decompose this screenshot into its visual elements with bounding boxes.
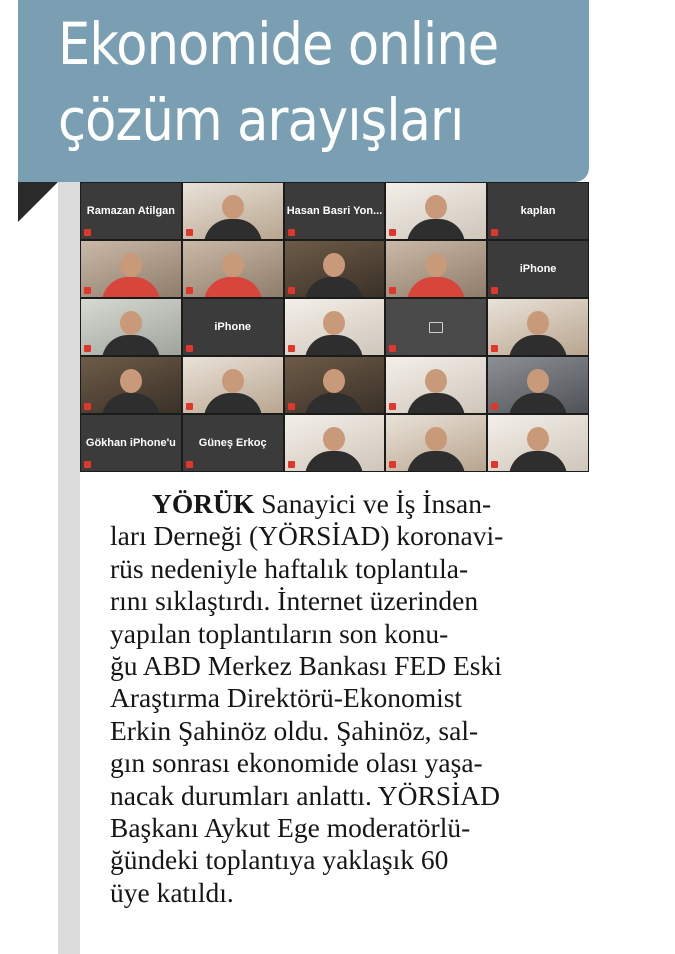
participant-name-tile — [81, 183, 181, 239]
headline-line-2: çözüm arayışları — [58, 86, 464, 154]
participant-head — [120, 253, 142, 277]
participant-head — [323, 253, 345, 277]
participant-head — [222, 253, 244, 277]
participant-head — [323, 311, 345, 335]
participant-video-tile — [386, 241, 486, 297]
article-line-11: Başkanı Aykut Ege moderatörlü- — [110, 812, 471, 844]
participant-video-tile — [285, 357, 385, 413]
muted-mic-icon — [186, 345, 193, 352]
muted-mic-icon — [491, 345, 498, 352]
participant-head — [425, 253, 447, 277]
participant-body — [305, 277, 363, 297]
muted-mic-icon — [186, 229, 193, 236]
muted-mic-icon — [491, 287, 498, 294]
participant-video-tile — [285, 299, 385, 355]
muted-mic-icon — [389, 403, 396, 410]
participant-name-tile — [285, 183, 385, 239]
article-lead-word: YÖRÜK — [152, 488, 255, 519]
article-body — [110, 488, 590, 909]
participant-body — [509, 335, 567, 355]
participant-body — [509, 451, 567, 471]
participant-body — [407, 219, 465, 239]
article-line-6: ğu ABD Merkez Bankası FED Eski — [110, 650, 502, 682]
participant-video-tile — [386, 357, 486, 413]
muted-mic-icon — [186, 461, 193, 468]
participant-video-tile — [386, 183, 486, 239]
participant-name: Ramazan Atilgan — [86, 205, 176, 217]
column-side-rule — [58, 182, 80, 954]
participant-body — [305, 393, 363, 413]
participant-head — [425, 427, 447, 451]
article-line-13: üye katıldı. — [110, 876, 234, 908]
participant-head — [527, 369, 549, 393]
participant-body — [102, 335, 160, 355]
banner-corner-fold — [18, 182, 58, 222]
participant-video-tile — [386, 415, 486, 471]
muted-mic-icon — [491, 461, 498, 468]
participant-name-tile — [81, 415, 181, 471]
participant-video-tile — [183, 183, 283, 239]
participant-video-tile — [183, 241, 283, 297]
participant-body — [102, 277, 160, 297]
participant-name-tile — [183, 415, 283, 471]
muted-mic-icon — [84, 345, 91, 352]
participant-name: kaplan — [520, 205, 556, 217]
muted-mic-icon — [288, 461, 295, 468]
article-line-2: ları Derneği (YÖRSİAD) koronavi- — [110, 520, 504, 552]
muted-mic-icon — [186, 403, 193, 410]
participant-video-tile — [81, 357, 181, 413]
participant-name: Hasan Basri Yon... — [286, 205, 383, 217]
participant-video-tile — [81, 241, 181, 297]
article-line-7: Araştırma Direktörü-Ekonomist — [110, 682, 463, 714]
participant-head — [323, 369, 345, 393]
screen-share-tile — [386, 299, 486, 355]
article-line-4: rını sıklaştırdı. İnternet üzerinden — [110, 585, 479, 617]
participant-video-tile — [285, 241, 385, 297]
participant-name: Güneş Erkoç — [198, 437, 267, 449]
participant-body — [407, 393, 465, 413]
participant-video-tile — [81, 299, 181, 355]
muted-mic-icon — [186, 287, 193, 294]
participant-name: iPhone — [214, 321, 252, 333]
participant-head — [425, 369, 447, 393]
muted-mic-icon — [389, 461, 396, 468]
article-line-8: Erkin Şahinöz oldu. Şahinöz, sal- — [110, 714, 479, 746]
participant-body — [204, 393, 262, 413]
screen-share-icon — [429, 322, 443, 333]
article-line-text: Sanayici ve İş İnsan- — [254, 488, 492, 519]
muted-mic-icon — [288, 229, 295, 236]
participant-body — [204, 277, 262, 297]
article-line-10: nacak durumları anlattı. YÖRSİAD — [110, 779, 500, 811]
muted-mic-icon — [389, 345, 396, 352]
muted-mic-icon — [288, 287, 295, 294]
participant-body — [102, 393, 160, 413]
participant-body — [407, 277, 465, 297]
muted-mic-icon — [288, 345, 295, 352]
headline-title — [58, 6, 533, 158]
participant-video-tile — [183, 357, 283, 413]
participant-body — [305, 451, 363, 471]
muted-mic-icon — [491, 403, 498, 410]
video-conference-photo — [80, 182, 589, 472]
participant-name-tile — [488, 241, 588, 297]
participant-head — [323, 427, 345, 451]
participant-video-tile — [285, 415, 385, 471]
article-line-1 — [110, 488, 590, 520]
article-line-3: rüs nedeniyle haftalık toplantıla- — [110, 552, 469, 584]
participant-head — [222, 369, 244, 393]
participant-video-tile — [488, 299, 588, 355]
muted-mic-icon — [389, 229, 396, 236]
muted-mic-icon — [84, 461, 91, 468]
participant-head — [425, 195, 447, 219]
participant-name-tile — [183, 299, 283, 355]
participant-body — [204, 219, 262, 239]
participant-head — [222, 195, 244, 219]
participant-head — [120, 369, 142, 393]
muted-mic-icon — [389, 287, 396, 294]
participant-body — [509, 393, 567, 413]
muted-mic-icon — [84, 229, 91, 236]
muted-mic-icon — [288, 403, 295, 410]
participant-body — [407, 451, 465, 471]
participant-head — [527, 427, 549, 451]
participant-name: iPhone — [519, 263, 557, 275]
participant-video-tile — [488, 415, 588, 471]
article-line-5: yapılan toplantıların son konu- — [110, 617, 449, 649]
headline-banner — [18, 0, 589, 182]
muted-mic-icon — [84, 403, 91, 410]
muted-mic-icon — [491, 229, 498, 236]
article-line-9: gın sonrası ekonomide olası yaşa- — [110, 747, 483, 779]
participant-head — [120, 311, 142, 335]
participant-head — [527, 311, 549, 335]
participant-name: Gökhan iPhone'u — [85, 437, 176, 449]
muted-mic-icon — [84, 287, 91, 294]
participant-body — [305, 335, 363, 355]
article-line-12: ğündeki toplantıya yaklaşık 60 — [110, 844, 449, 876]
participant-name-tile — [488, 183, 588, 239]
participant-video-tile — [488, 357, 588, 413]
headline-line-1: Ekonomide online — [58, 10, 499, 78]
